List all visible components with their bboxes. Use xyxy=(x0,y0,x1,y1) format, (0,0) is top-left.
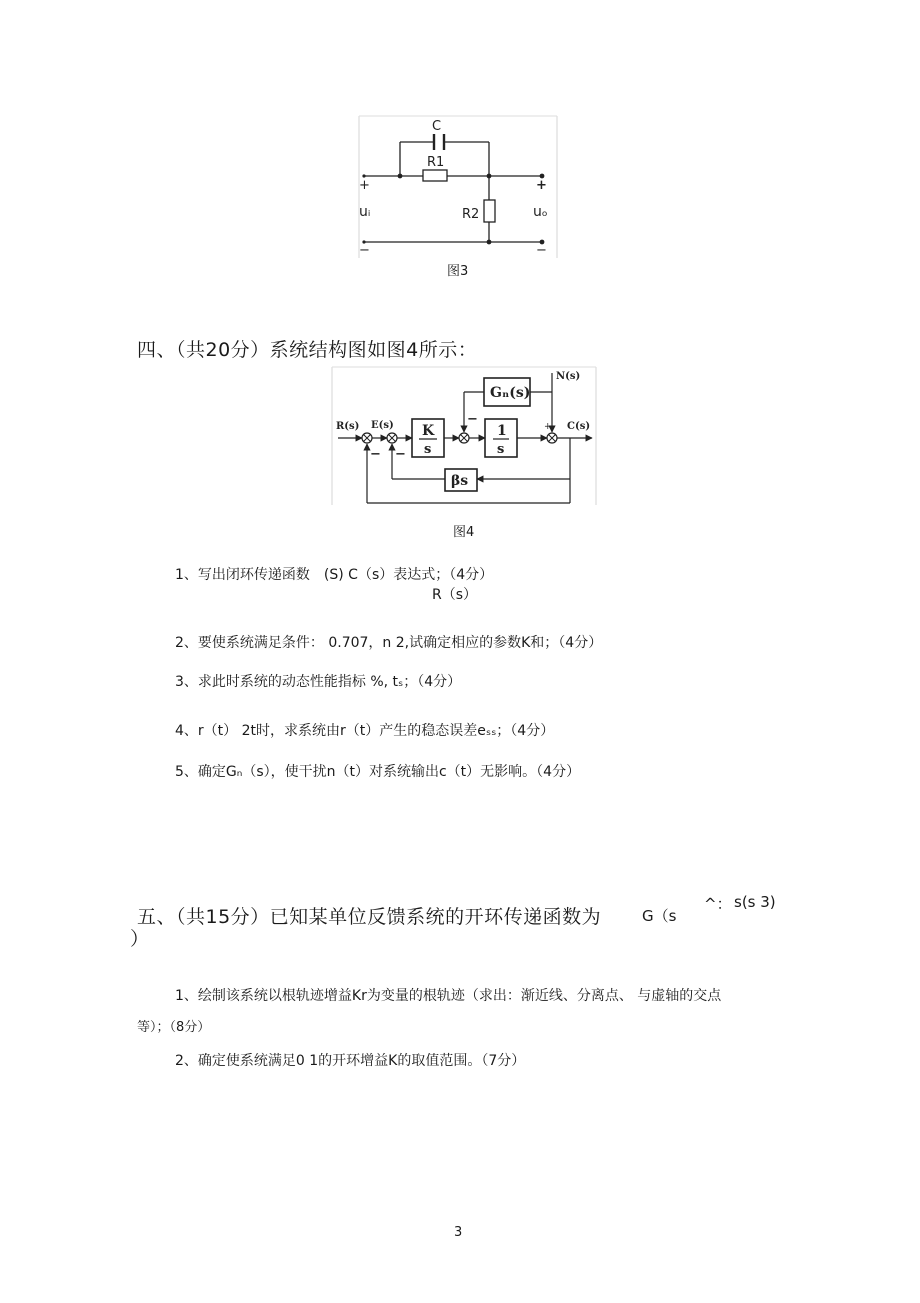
label-out-minus: − xyxy=(536,243,547,258)
block-k-denominator: s xyxy=(424,442,432,457)
block-gn-label: Gₙ(s) xyxy=(490,385,531,401)
section-5-formula-numerator: ^： xyxy=(704,895,732,913)
section-4-question-4: 4、r（t） 2t时，求系统由r（t）产生的稳态误差eₛₛ；（4分） xyxy=(175,723,555,739)
section-4-question-1-denominator: R（s） xyxy=(432,587,478,603)
label-c: C xyxy=(432,119,442,134)
block-integrator-denominator: s xyxy=(497,442,505,457)
signal-c-label: C(s) xyxy=(567,421,591,432)
block-k-numerator: K xyxy=(422,423,435,439)
sign-outer-minus: − xyxy=(370,447,381,462)
label-ui: uᵢ xyxy=(359,204,371,220)
label-uo: uₒ xyxy=(533,204,548,220)
signal-e-label: E(s) xyxy=(371,420,394,431)
section-5-heading-close: ） xyxy=(130,928,150,950)
signal-r-label: R(s) xyxy=(336,421,360,432)
section-5-question-2: 2、确定使系统满足0 1的开环增益K的取值范围。（7分） xyxy=(175,1053,526,1069)
signal-n-label: N(s) xyxy=(556,371,581,382)
label-r1: R1 xyxy=(427,155,445,170)
section-5-question-1: 1、绘制该系统以根轨迹增益Kr为变量的根轨迹（求出：渐近线、分离点、 与虚轴的交点 xyxy=(175,988,722,1004)
section-4-question-2: 2、要使系统满足条件： 0.707，n 2,试确定相应的参数K和；（4分） xyxy=(175,635,603,651)
section-5-question-1-continued: 等）；（8分） xyxy=(137,1020,211,1035)
label-out-plus: + xyxy=(536,178,547,193)
label-in-plus: + xyxy=(359,178,370,193)
section-4-heading: 四、（共20分）系统结构图如图4所示： xyxy=(137,339,478,361)
sign-n-plus: + xyxy=(544,422,552,432)
label-r2: R2 xyxy=(462,207,480,222)
page-number: 3 xyxy=(454,1225,463,1240)
section-5-formula-denominator: s(s 3) xyxy=(734,893,776,911)
section-5-heading: 五、（共15分）已知某单位反馈系统的开环传递函数为 xyxy=(137,906,602,928)
figure-3-caption: 图3 xyxy=(447,264,469,279)
block-integrator-numerator: 1 xyxy=(497,423,507,439)
label-in-minus: − xyxy=(359,243,370,258)
section-4-question-3: 3、求此时系统的动态性能指标 %, tₛ；（4分） xyxy=(175,674,462,690)
sign-inner-minus: − xyxy=(395,447,406,462)
figure-4-caption: 图4 xyxy=(453,525,475,540)
sign-gn-minus: − xyxy=(467,412,478,427)
section-4-question-1: 1、写出闭环传递函数 (S) C（s）表达式；（4分） xyxy=(175,567,494,583)
block-beta-label: βs xyxy=(451,473,469,489)
section-4-question-5: 5、确定Gₙ（s），使干扰n（t）对系统输出c（t）无影响。（4分） xyxy=(175,764,581,780)
section-5-formula-g: G（s xyxy=(642,907,677,925)
figure-4-block-diagram xyxy=(330,365,600,507)
figure-3-circuit xyxy=(356,114,560,260)
